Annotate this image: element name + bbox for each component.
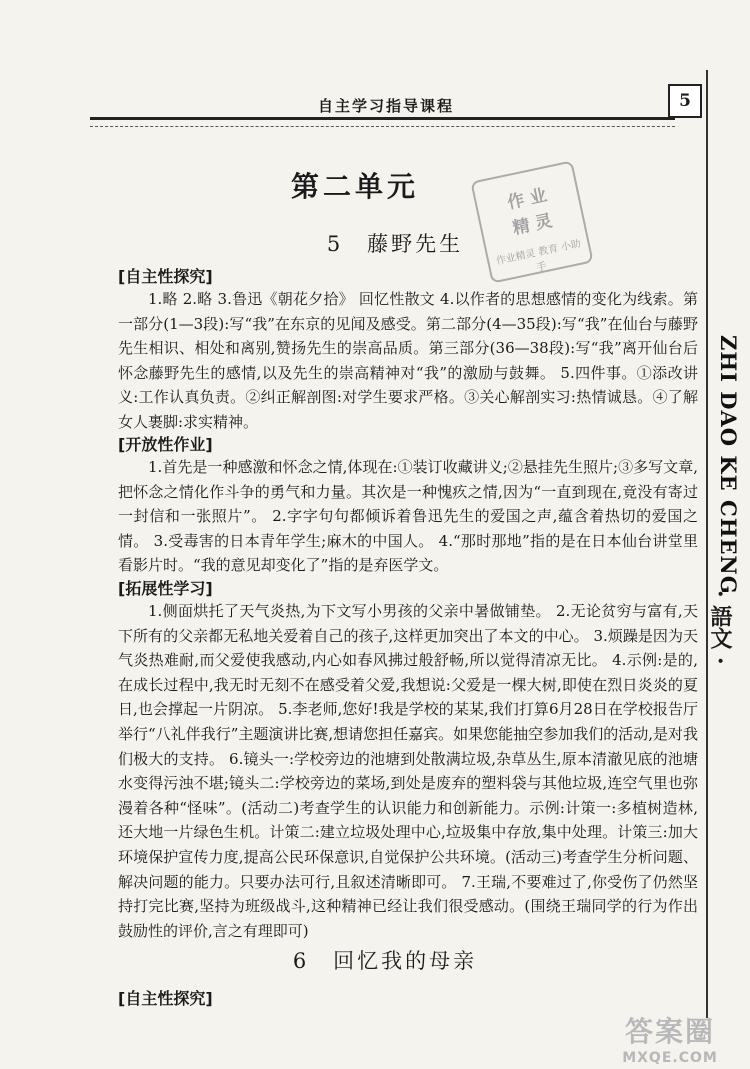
section-heading-open-homework: [开放性作业] <box>118 435 213 454</box>
side-vertical-text: ZHI DAO KE CHENG <box>716 335 741 595</box>
section-heading-extended-learning: [拓展性学习] <box>118 579 213 598</box>
lesson-5-title: 5 藤野先生 <box>326 232 464 256</box>
stamp-line-2: 精 灵 <box>511 211 555 239</box>
unit-title: 第二单元 <box>290 170 419 203</box>
watermark-line-2: MXQE.COM <box>622 1050 718 1066</box>
lesson-6-title: 6 回忆我的母亲 <box>292 949 478 973</box>
watermark-line-1: 答案圈 <box>624 1015 715 1048</box>
homework-stamp <box>470 160 593 283</box>
section-heading-lesson-6: [自主性探究] <box>118 989 213 1008</box>
section-heading-self-inquiry: [自主性探究] <box>118 267 213 286</box>
margin-rule <box>706 70 708 1018</box>
section-text-open-homework: 1.首先是一种感激和怀念之情,体现在:①装订收藏讲义;②悬挂先生照片;③多写文章,把怀念之情化作斗争的勇气和力量。其次是一种愧疚之情,因为“一直到现在,竟没有寄过一封信和一张照片”。 2.字字句句都倾诉着鲁迅先生的爱国之声,蕴含着热切的爱国之情。 3.受毒害的日本青年学生;麻木的中国人。 4.“那时那地”指的是在日本仙台讲堂里看影片时。“我的意见却变化了”指的是弃医学文。 <box>118 458 698 575</box>
running-header: 自主学习指导课程 <box>317 97 454 115</box>
stamp-line-1: 作 业 <box>505 185 549 214</box>
page-number: 5 <box>668 84 702 118</box>
header-rule <box>90 117 675 127</box>
side-ornament: · 語文 · <box>707 590 733 665</box>
site-watermark <box>600 1010 740 1068</box>
section-text-extended-learning: 1.侧面烘托了天气炎热,为下文写小男孩的父亲中暑做铺垫。 2.无论贫穷与富有,天下所有的父亲都无私地关爱着自己的孩子,这样更加突出了本文的中心。 3.烦躁是因为天气炎热难耐,而父爱使我感动,内心如春风拂过般舒畅,所以觉得清凉无比。 4.示例:是的,在成长过程中,我无时无刻不在感受着父爱,我想说:父爱是一棵大树,即使在烈日炎炎的夏日,也会撑起一片阴凉。 5.李老师,您好!我是学校的某某,我们打算6月28日在学校报告厅举行“八礼伴我行”主题演讲比赛,想请您担任嘉宾。如果您能抽空参加我们的活动,是对我们极大的支持。 6.镜头一:学校旁边的池塘到处散满垃圾,杂草丛生,原本清澈见底的池塘水变得污浊不堪;镜头二:学校旁边的菜场,到处是废弃的塑料袋与其他垃圾,连空气里也弥漫着各种“怪味”。(活动二)考查学生的认识能力和创新能力。示例:计策一:多植树造林,还大地一片绿色生机。计策二:建立垃圾处理中心,垃圾集中存放,集中处理。计策三:加大环境保护宣传力度,提高公民环保意识,自觉保护公共环境。(活动三)考查学生分析问题、解决问题的能力。只要办法可行,且叙述清晰即可。 7.王瑞,不要难过了,你受伤了仍然坚持打完比赛,坚持为班级战斗,这种精神已经让我们很受感动。(围绕王瑞同学的行为作出鼓励性的评价,言之有理即可) <box>118 602 698 940</box>
section-text-self-inquiry: 1.略 2.略 3.鲁迅《朝花夕拾》 回忆性散文 4.以作者的思想感情的变化为线索。第一部分(1—3段):写“我”在东京的见闻及感受。第二部分(4—35段):写“我”在仙台与藤野先生相识、相处和离别,赞扬先生的崇高品质。第三部分(36—38段):写“我”离开仙台后怀念藤野先生的感情,以及先生的崇高精神对“我”的激励与鼓舞。 5.四件事。①添改讲义:工作认真负责。②纠正解剖图:对学生要求严格。③关心解剖实习:热情诚恳。④了解女人裹脚:求实精神。 <box>118 290 698 431</box>
stamp-line-3: 作业精灵 教育 小助手 <box>495 238 582 274</box>
